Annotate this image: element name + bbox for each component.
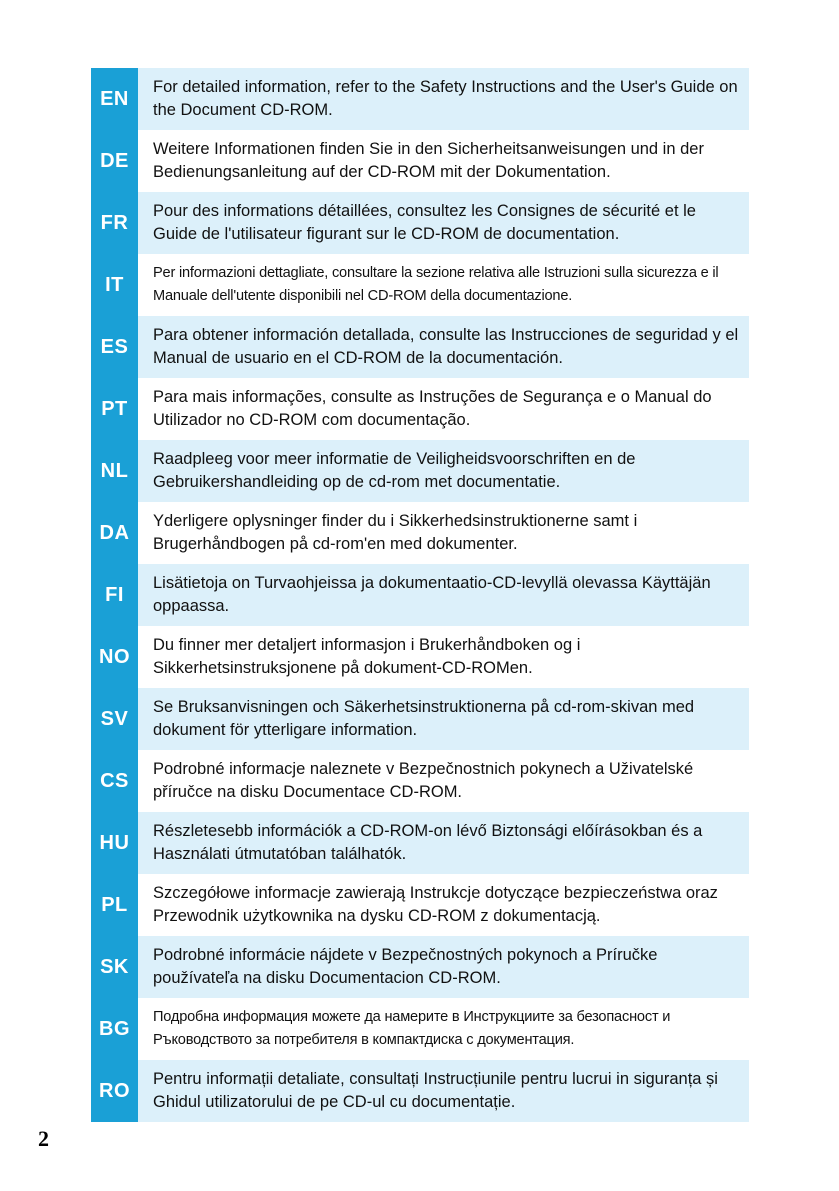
lang-code: BG — [91, 998, 138, 1060]
lang-row-sv — [91, 688, 749, 750]
lang-text: Du finner mer detaljert informasjon i Brukerhåndboken og i Sikkerhetsinstruksjonene på dokument-CD-ROMen. — [138, 626, 749, 688]
lang-row-sk — [91, 936, 749, 998]
lang-text: Szczegółowe informacje zawierają Instrukcje dotyczące bezpieczeństwa oraz Przewodnik użytkownika na dysku CD-ROM z dokumentacją. — [138, 874, 749, 936]
lang-row-da — [91, 502, 749, 564]
lang-text: Weitere Informationen finden Sie in den Sicherheitsanweisungen und in der Bedienungsanleitung auf der CD-ROM mit der Dokumentation. — [138, 130, 749, 192]
lang-row-cs — [91, 750, 749, 812]
lang-text: Para obtener información detallada, consulte las Instrucciones de seguridad y el Manual de usuario en el CD-ROM de la documentación. — [138, 316, 749, 378]
page-number: 2 — [38, 1126, 49, 1151]
lang-row-pl — [91, 874, 749, 936]
lang-text: Yderligere oplysninger finder du i Sikkerhedsinstruktionerne samt i Brugerhåndbogen på cd-rom'en med dokumenter. — [138, 502, 749, 564]
lang-code: FI — [91, 564, 138, 626]
lang-row-it — [91, 254, 749, 316]
lang-text: Lisätietoja on Turvaohjeissa ja dokumentaatio-CD-levyllä olevassa Käyttäjän oppaassa. — [138, 564, 749, 626]
lang-code: CS — [91, 750, 138, 812]
lang-text: Raadpleeg voor meer informatie de Veiligheidsvoorschriften en de Gebruikershandleiding op de cd-rom met documentatie. — [138, 440, 749, 502]
lang-code: FR — [91, 192, 138, 254]
lang-code: ES — [91, 316, 138, 378]
lang-code: IT — [91, 254, 138, 316]
lang-code: HU — [91, 812, 138, 874]
lang-row-de — [91, 130, 749, 192]
lang-row-pt — [91, 378, 749, 440]
lang-code: RO — [91, 1060, 138, 1122]
lang-text: Se Bruksanvisningen och Säkerhetsinstruktionerna på cd-rom-skivan med dokument för ytterligare information. — [138, 688, 749, 750]
lang-code: SV — [91, 688, 138, 750]
lang-row-fr — [91, 192, 749, 254]
lang-text: Pour des informations détaillées, consultez les Consignes de sécurité et le Guide de l'utilisateur figurant sur le CD-ROM de documentation. — [138, 192, 749, 254]
lang-row-no — [91, 626, 749, 688]
lang-code: PT — [91, 378, 138, 440]
lang-code: NO — [91, 626, 138, 688]
lang-code: NL — [91, 440, 138, 502]
lang-text: Podrobné informacje naleznete v Bezpečnostnich pokynech a Uživatelské příručce na disku Documentace CD-ROM. — [138, 750, 749, 812]
lang-text: Para mais informações, consulte as Instruções de Segurança e o Manual do Utilizador no CD-ROM com documentação. — [138, 378, 749, 440]
lang-row-nl — [91, 440, 749, 502]
lang-row-fi — [91, 564, 749, 626]
language-table — [91, 68, 749, 1122]
lang-code: DA — [91, 502, 138, 564]
lang-text: Részletesebb információk a CD-ROM-on lévő Biztonsági előírásokban és a Használati útmutatóban találhatók. — [138, 812, 749, 874]
lang-code: DE — [91, 130, 138, 192]
lang-text: Pentru informații detaliate, consultați Instrucțiunile pentru lucrui in siguranța și Ghidul utilizatorului de pe CD-ul cu documentație. — [138, 1060, 749, 1122]
lang-text: For detailed information, refer to the Safety Instructions and the User's Guide on the Document CD-ROM. — [138, 68, 749, 130]
lang-row-hu — [91, 812, 749, 874]
lang-row-es — [91, 316, 749, 378]
lang-code: SK — [91, 936, 138, 998]
lang-row-bg — [91, 998, 749, 1060]
lang-row-ro — [91, 1060, 749, 1122]
lang-text: Per informazioni dettagliate, consultare la sezione relativa alle Istruzioni sulla sicurezza e il Manuale dell'utente disponibili nel CD-ROM della documentazione. — [138, 254, 749, 316]
lang-row-en — [91, 68, 749, 130]
lang-text: Podrobné informácie nájdete v Bezpečnostných pokynoch a Príručke používateľa na disku Documentacion CD-ROM. — [138, 936, 749, 998]
lang-text: Подробна информация можете да намерите в Инструкциите за безопасност и Ръководството за потребителя в компактдиска с документация. — [138, 998, 749, 1060]
lang-code: EN — [91, 68, 138, 130]
lang-code: PL — [91, 874, 138, 936]
